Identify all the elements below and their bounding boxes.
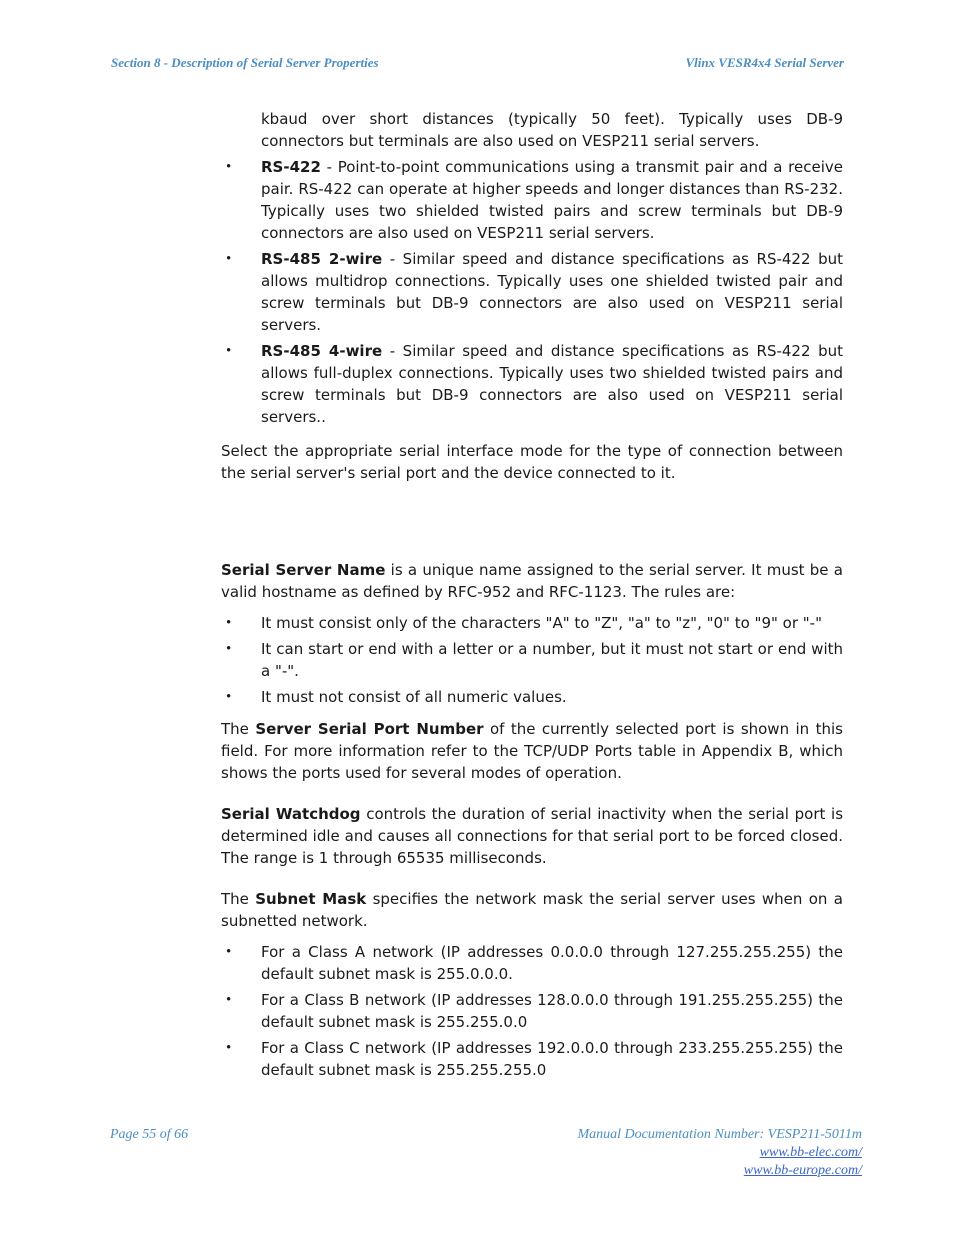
server-name-term: Serial Server Name [221,561,386,579]
server-name-paragraph [221,559,843,603]
interface-item-rs485-4wire [221,340,843,428]
port-number-desc: of the currently selected port is shown in this field. For more information refer to the TCP/UDP Ports table in Appendix B, which shows the ports used for several modes of operation. [221,720,843,782]
interface-list [221,156,843,428]
subnet-class-item: • For a Class C network (IP addresses 192.0.0.0 through 233.255.255.255) the default subnet mask is 255.255.255.0 [221,1037,843,1081]
interface-item-rs485-2wire [221,248,843,336]
port-number-term: Server Serial Port Number [255,720,484,738]
interface-term: RS-485 4-wire [261,342,383,360]
server-name-desc: is a unique name assigned to the serial server. It must be a valid hostname as defined by RFC-952 and RFC-1123. The rules are: [221,561,843,601]
select-mode-paragraph: Select the appropriate serial interface mode for the type of connection between the serial server's serial port and the device connected to it. [221,442,843,482]
watchdog-desc: controls the duration of serial inactivity when the serial port is determined idle and causes all connections for that serial port to be forced closed. The range is 1 through 65535 milliseconds. [221,805,844,867]
subnet-class-item: • For a Class A network (IP addresses 0.0.0.0 through 127.255.255.255) the default subnet mask is 255.0.0.0. [221,941,843,985]
interface-desc: - Point-to-point communications using a transmit pair and a receive pair. RS-422 can operate at higher speeds and longer distances than RS-232. Typically uses two shielded twisted pairs and screw terminals but DB-9 connectors are also used on VESP211 serial servers. [261,158,843,242]
interface-desc: - Similar speed and distance specifications as RS-422 but allows full-duplex connections. Typically uses two shielded twisted pairs and screw terminals but DB-9 connectors are also used on VESP211 serial servers.. [261,342,843,426]
interface-desc: - Similar speed and distance specifications as RS-422 but allows multidrop connections. Typically uses one shielded twisted pair and screw terminals but DB-9 connectors are also used on VESP211 serial servers. [261,250,843,334]
bb-elec-link[interactable]: www.bb-elec.com/ [759,1145,862,1160]
subnet-desc: specifies the network mask the serial server uses when on a subnetted network. [221,890,843,930]
page-body [221,108,843,1085]
subnet-paragraph [221,888,843,932]
footer-doc-info [578,1126,863,1180]
interface-item-rs422 [221,156,843,244]
port-number-paragraph [221,718,843,784]
header-section-title: Section 8 - Description of Serial Server Properties [111,55,379,70]
rs232-continuation: kbaud over short distances (typically 50 feet). Typically uses DB-9 connectors but terminals are also used on VESP211 serial servers. [261,110,843,150]
watchdog-term: Serial Watchdog [221,805,361,823]
subnet-class-item: • For a Class B network (IP addresses 128.0.0.0 through 191.255.255.255) the default subnet mask is 255.255.0.0 [221,989,843,1033]
bb-europe-link[interactable]: www.bb-europe.com/ [743,1163,862,1178]
hostname-rules-list [221,612,843,708]
subnet-class-list [221,941,843,1081]
page-number: Page 55 of 66 [110,1127,189,1142]
port-number-pre: The [221,720,256,738]
hostname-rule: • It can start or end with a letter or a number, but it must not start or end with a "-". [221,638,843,682]
watchdog-paragraph [221,803,843,869]
hostname-rule: • It must consist only of the characters "A" to "Z", "a" to "z", "0" to "9" or "-" [221,612,843,634]
interface-term: RS-422 [261,158,321,176]
hostname-rule: • It must not consist of all numeric values. [221,686,843,708]
doc-number: Manual Documentation Number: VESP211-5011m [577,1127,862,1142]
interface-term: RS-485 2-wire [261,250,383,268]
subnet-pre: The [221,890,256,908]
subnet-term: Subnet Mask [255,890,367,908]
header-product-title: Vlinx VESR4x4 Serial Server [685,55,844,70]
